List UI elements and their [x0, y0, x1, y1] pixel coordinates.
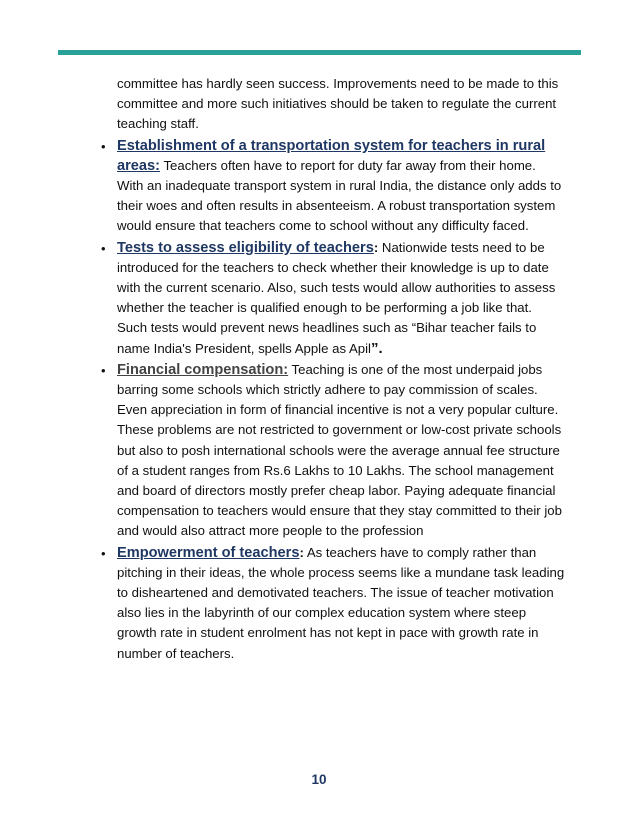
list-item [101, 360, 565, 542]
bullet-quote-end: ”. [370, 339, 383, 357]
page-number: 10 [311, 772, 327, 787]
list-item [101, 543, 565, 664]
bullet-heading: Establishment of a transportation system for teachers in rural areas: [117, 137, 546, 174]
bullet-heading: Financial compensation: [117, 361, 289, 378]
list-item [101, 136, 565, 237]
bullet-heading: Empowerment of teachers [117, 544, 300, 561]
page-body [101, 74, 565, 664]
bullet-icon: • [101, 138, 106, 154]
bullet-icon: • [101, 545, 106, 561]
bullet-icon: • [101, 240, 106, 256]
list-item [101, 238, 565, 359]
bullet-text: Teachers often have to report for duty far away from their home. With an inadequate transport system in rural India, the distance only adds to their woes and often results in absenteeism. A robust transportation system would ensure that teachers come to school without any difficulty faced. [117, 157, 562, 234]
bullet-heading: Tests to assess eligibility of teachers [117, 239, 374, 256]
bullet-colon: : [373, 239, 379, 255]
intro-paragraph: committee has hardly seen success. Improvements need to be made to this committee and more such initiatives should be taken to regulate the current teaching staff. [117, 76, 559, 132]
header-rule [58, 50, 581, 55]
bullet-text: As teachers have to comply rather than pitching in their ideas, the whole process seems like a mundane task leading to disheartened and demotivated teachers. The issue of teacher motivation also lies in the labyrinth of our complex education system where steep growth rate in student enrolment has not kept in pace with growth rate in number of teachers. [117, 544, 565, 661]
bullet-text: Teaching is one of the most underpaid jobs barring some schools which strictly adhere to pay commission of scales. Even appreciation in form of financial incentive is not a very popular culture. These problems are not restricted to government or low-cost private schools but also to posh international schools were the average annual fee structure of a student ranges from Rs.6 Lakhs to 10 Lakhs. The school management and board of directors mostly prefer cheap labor. Paying adequate financial compensation to teachers would ensure that they stay committed to their job and would also attract more people to the profession [117, 361, 562, 539]
bullet-icon: • [101, 362, 106, 378]
bullet-colon: : [299, 544, 304, 560]
bullet-text: Nationwide tests need to be introduced for the teachers to check whether their knowledge is up to date with the current scenario. Also, such tests would allow authorities to assess whether the teacher is qualified enough to be performing a job like that. Such tests would prevent news headlines such as “Bihar teacher fails to name India's President, spells Apple as Apil [117, 239, 556, 356]
